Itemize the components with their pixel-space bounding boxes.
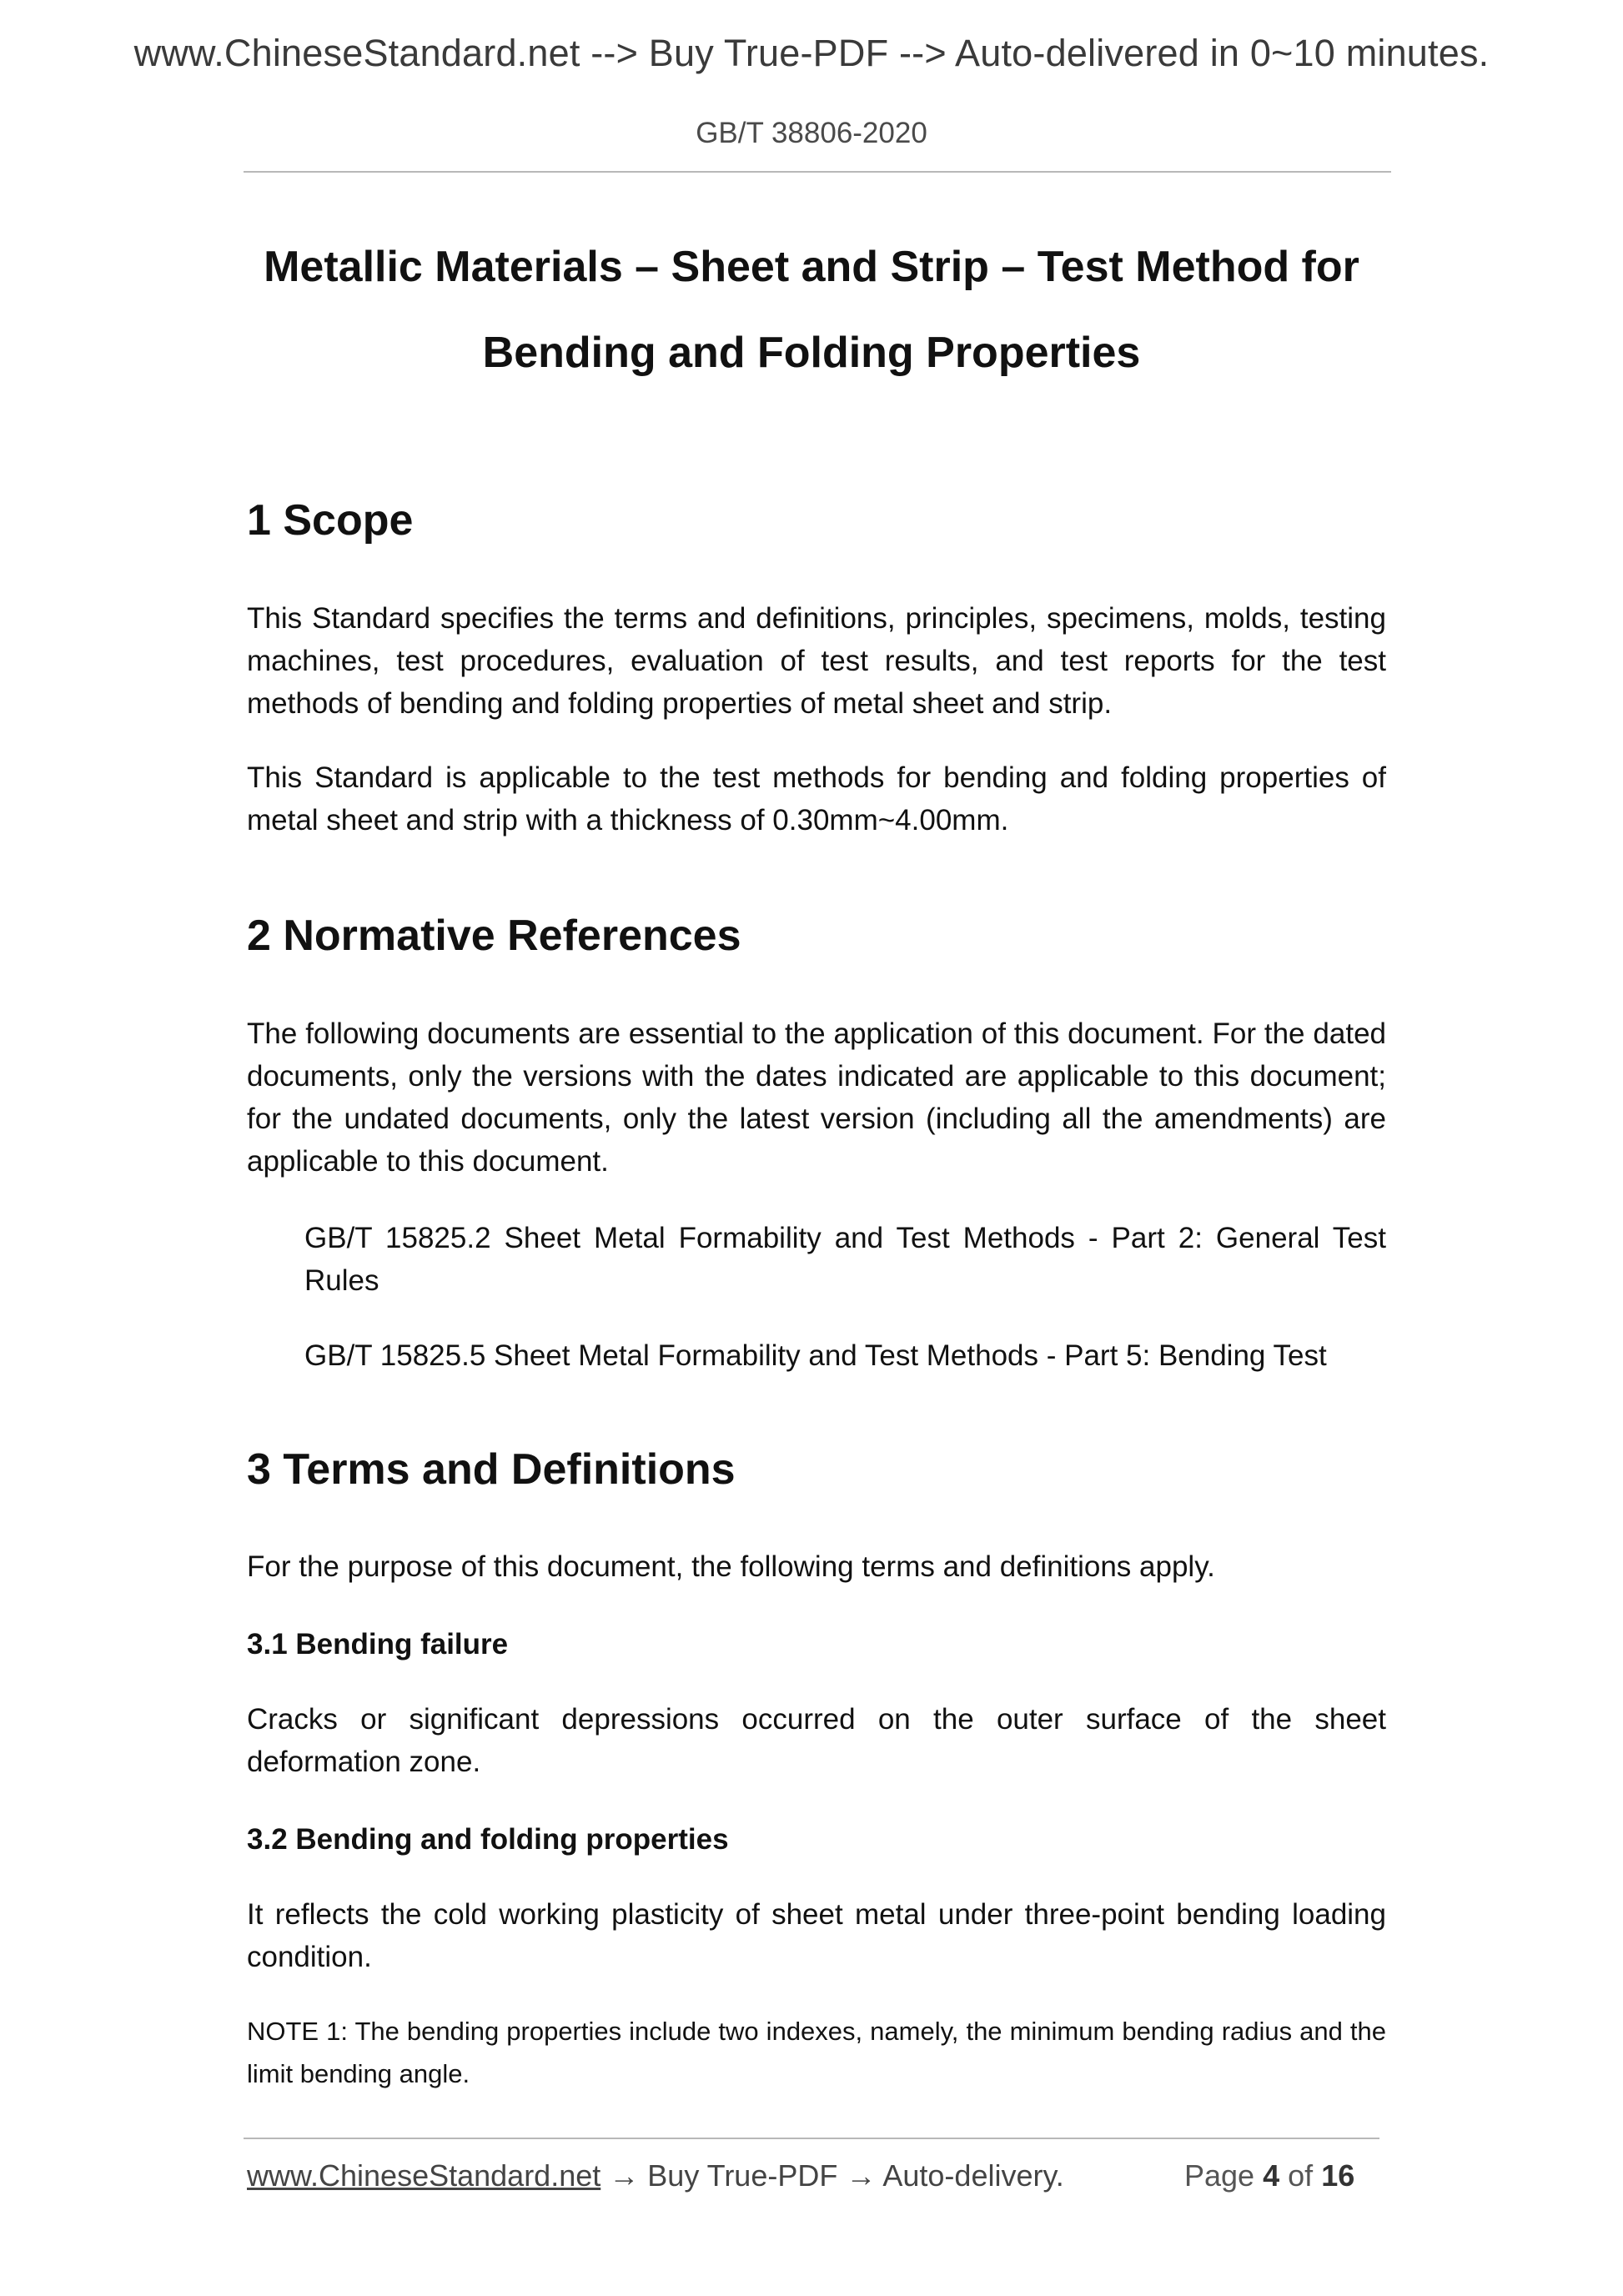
reference-item: GB/T 15825.2 Sheet Metal Formability and Test Methods - Part 2: General Test Rules — [304, 1222, 1386, 1297]
promo-banner: www.ChineseStandard.net --> Buy True-PDF --> Auto-delivered in 0~10 minutes. — [133, 32, 1490, 74]
scope-paragraph-1: This Standard specifies the terms and definitions, principles, specimens, molds, testing machines, test procedures, evaluation of test results, and test reports for the test methods of bending and folding properties of metal sheet and strip. — [247, 602, 1386, 720]
section-heading-terms: 3 Terms and Definitions — [247, 1445, 736, 1494]
term-heading-bending-folding: 3.2 Bending and folding properties — [247, 1823, 729, 1856]
note-1: NOTE 1: The bending properties include two indexes, namely, the minimum bending radius and the limit bending angle. — [247, 2017, 1386, 2088]
footer-buy-text: Buy True-PDF — [647, 2158, 838, 2193]
footer-site-link[interactable]: www.ChineseStandard.net — [247, 2158, 601, 2193]
section-heading-scope: 1 Scope — [247, 496, 414, 545]
footer-delivery-text: Auto-delivery. — [882, 2158, 1064, 2193]
page-indicator — [1184, 2158, 1354, 2193]
page-total: 16 — [1321, 2158, 1355, 2193]
reference-item: GB/T 15825.5 Sheet Metal Formability and Test Methods - Part 5: Bending Test — [304, 1339, 1327, 1372]
page-of-label: of — [1288, 2158, 1314, 2193]
document-id: GB/T 38806-2020 — [696, 117, 927, 149]
section-heading-normative-references: 2 Normative References — [247, 912, 741, 960]
footer-links — [247, 2158, 1064, 2193]
term-text-bending-folding: It reflects the cold working plasticity of sheet metal under three-point bending loading condition. — [247, 1898, 1386, 1973]
arrow-right-icon: → — [846, 2158, 877, 2193]
terms-intro: For the purpose of this document, the following terms and definitions apply. — [247, 1550, 1215, 1583]
document-title-line-2: Bending and Folding Properties — [482, 329, 1141, 377]
page-label: Page — [1184, 2158, 1255, 2193]
footer-divider — [244, 2138, 1379, 2139]
arrow-right-icon: → — [609, 2158, 640, 2193]
page-number: 4 — [1263, 2158, 1280, 2193]
document-title-line-1: Metallic Materials – Sheet and Strip – Test Method for — [264, 243, 1359, 291]
term-heading-bending-failure: 3.1 Bending failure — [247, 1628, 509, 1660]
term-text-bending-failure: Cracks or significant depressions occurred on the outer surface of the sheet deformation zone. — [247, 1703, 1386, 1778]
scope-paragraph-2: This Standard is applicable to the test methods for bending and folding properties of metal sheet and strip with a thickness of 0.30mm~4.00mm. — [247, 761, 1386, 837]
normative-paragraph: The following documents are essential to the application of this document. For the dated documents, only the versions with the dates indicated are applicable to this document; for the undated documents, only the latest version (including all the amendments) are applicable to this document. — [247, 1017, 1386, 1178]
header-divider — [244, 171, 1391, 173]
